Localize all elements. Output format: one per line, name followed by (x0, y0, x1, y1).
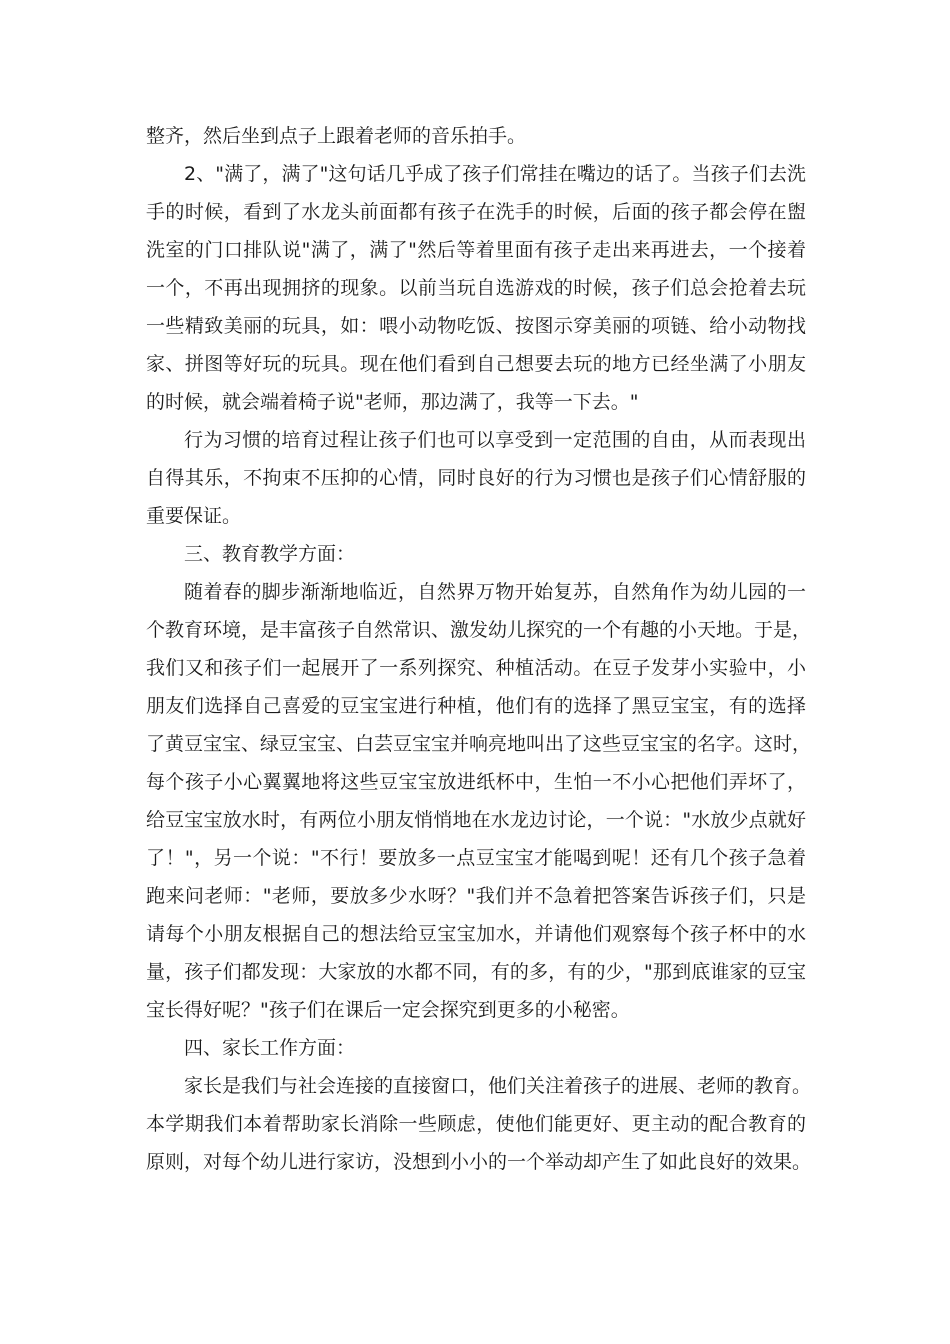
text-line: 手的时候，看到了水龙头前面都有孩子在洗手的时候，后面的孩子都会停在盥 (146, 201, 806, 223)
text-line: 洗室的门口排队说"满了，满了"然后等着里面有孩子走出来再进去，一个接着 (146, 239, 806, 261)
section-heading: 四、家长工作方面： (184, 1037, 356, 1059)
text-line: 了！"，另一个说："不行！要放多一点豆宝宝才能喝到呢！还有几个孩子急着 (146, 847, 806, 869)
text-line: 我们又和孩子们一起展开了一系列探究、种植活动。在豆子发芽小实验中，小 (146, 657, 806, 679)
text-line: 宝长得好呢？"孩子们在课后一定会探究到更多的小秘密。 (146, 999, 630, 1021)
text-line: 量，孩子们都发现：大家放的水都不同，有的多，有的少，"那到底谁家的豆宝 (146, 961, 806, 983)
text-line: 给豆宝宝放水时，有两位小朋友悄悄地在水龙边讨论，一个说："水放少点就好 (146, 809, 806, 831)
text-line: 行为习惯的培育过程让孩子们也可以享受到一定范围的自由，从而表现出 (184, 429, 806, 451)
section-heading: 三、教育教学方面： (184, 543, 356, 565)
text-line: 整齐，然后坐到点子上跟着老师的音乐拍手。 (146, 125, 527, 147)
text-line: 2、"满了，满了"这句话几乎成了孩子们常挂在嘴边的话了。当孩子们去洗 (184, 163, 806, 185)
text-line: 朋友们选择自己喜爱的豆宝宝进行种植，他们有的选择了黑豆宝宝，有的选择 (146, 695, 806, 717)
text-line: 家长是我们与社会连接的直接窗口，他们关注着孩子的进展、老师的教育。 (184, 1075, 812, 1097)
text-line: 一些精致美丽的玩具，如：喂小动物吃饭、按图示穿美丽的项链、给小动物找 (146, 315, 806, 337)
text-line: 本学期我们本着帮助家长消除一些顾虑，使他们能更好、更主动的配合教育的 (146, 1113, 806, 1135)
text-line: 个教育环境，是丰富孩子自然常识、激发幼儿探究的一个有趣的小天地。于是， (146, 619, 812, 641)
text-line: 了黄豆宝宝、绿豆宝宝、白芸豆宝宝并响亮地叫出了这些豆宝宝的名字。这时， (146, 733, 812, 755)
text-line: 随着春的脚步渐渐地临近，自然界万物开始复苏，自然角作为幼儿园的一 (184, 581, 806, 603)
text-line: 原则，对每个幼儿进行家访，没想到小小的一个举动却产生了如此良好的效果。 (146, 1151, 812, 1173)
text-line: 跑来问老师："老师，要放多少水呀？"我们并不急着把答案告诉孩子们，只是 (146, 885, 806, 907)
text-line: 一个，不再出现拥挤的现象。以前当玩自选游戏的时候，孩子们总会抢着去玩 (146, 277, 806, 299)
text-line: 的时候，就会端着椅子说"老师，那边满了，我等一下去。" (146, 391, 639, 413)
text-line: 请每个小朋友根据自己的想法给豆宝宝加水，并请他们观察每个孩子杯中的水 (146, 923, 806, 945)
text-line: 家、拼图等好玩的玩具。现在他们看到自己想要去玩的地方已经坐满了小朋友 (146, 353, 806, 375)
text-line: 重要保证。 (146, 505, 242, 527)
text-line: 每个孩子小心翼翼地将这些豆宝宝放进纸杯中，生怕一不小心把他们弄坏了， (146, 771, 806, 793)
text-line: 自得其乐，不拘束不压抑的心情，同时良好的行为习惯也是孩子们心情舒服的 (146, 467, 806, 489)
